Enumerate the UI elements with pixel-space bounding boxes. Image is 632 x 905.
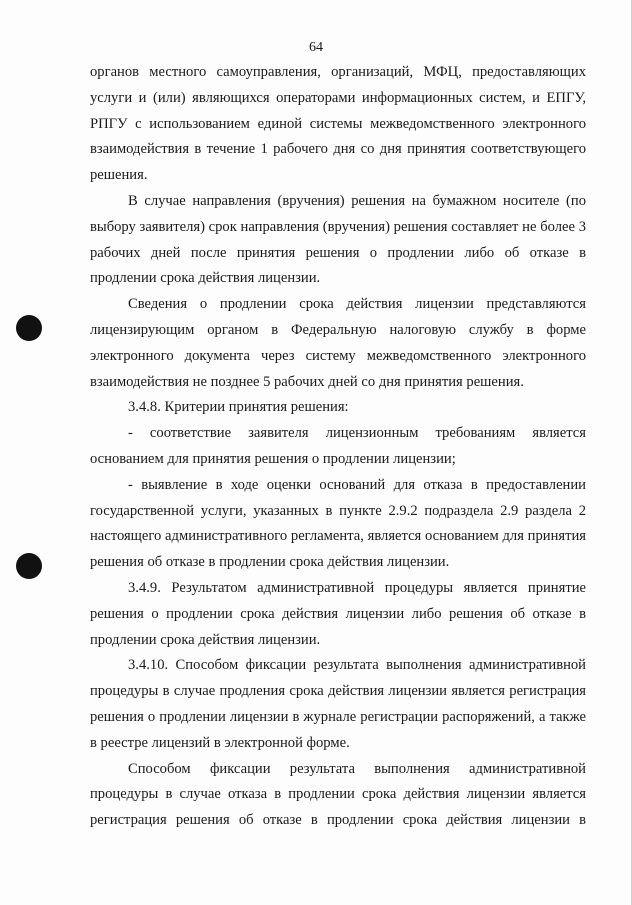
paragraph: Способом фиксации результата выполнения административной процедуры в случае отказа в продлении срока действия лицензии является регистрация решения об отказе в продлении срока действия лицензии в [90,760,586,829]
paragraph: - выявление в ходе оценки оснований для отказа в предоставлении государственной услуги, указанных в пункте 2.9.2 подраздела 2.9 раздела 2 настоящего административного регламента, является основанием для принятия решения об отказе в продлении срока действия лицензии. [90,476,586,571]
punch-hole-icon [16,553,42,579]
paragraph: Сведения о продлении срока действия лицензии представляются лицензирующим органом в Федеральную налоговую службу в форме электронного документа через систему межведомственного электронного взаимодействия не позднее 5 рабочих дней со дня принятия решения. [90,296,586,390]
paragraph: 3.4.9. Результатом административной процедуры является принятие решения о продлении срока действия лицензии либо решения об отказе в продлении срока действия лицензии. [90,579,586,648]
page-number: 64 [309,40,323,55]
punch-hole-icon [16,315,42,341]
paragraph: 3.4.10. Способом фиксации результата выполнения административной процедуры в случае продления срока действия лицензии является регистрация решения о продлении лицензии в журнале регистрации распоряжений, а также в реестре лицензий в электронной форме. [90,657,586,751]
paragraph: - соответствие заявителя лицензионным требованиям является основанием для принятия решения о продлении лицензии; [90,425,586,467]
document-body [90,60,586,834]
paragraph: 3.4.8. Критерии принятия решения: [128,399,349,416]
paragraph: органов местного самоуправления, организаций, МФЦ, предоставляющих услуги и (или) являющихся операторами информационных систем, и ЕПГУ, РПГУ с использованием единой системы межведомственного электронного взаимодействия в течение 1 рабочего дня со дня принятия соответствующего решения. [90,64,586,184]
paragraph: В случае направления (вручения) решения на бумажном носителе (по выбору заявителя) срок направления (вручения) решения составляет не более 3 рабочих дней после принятия решения о продлении либо об отказе в продлении срока действия лицензии. [90,192,586,287]
